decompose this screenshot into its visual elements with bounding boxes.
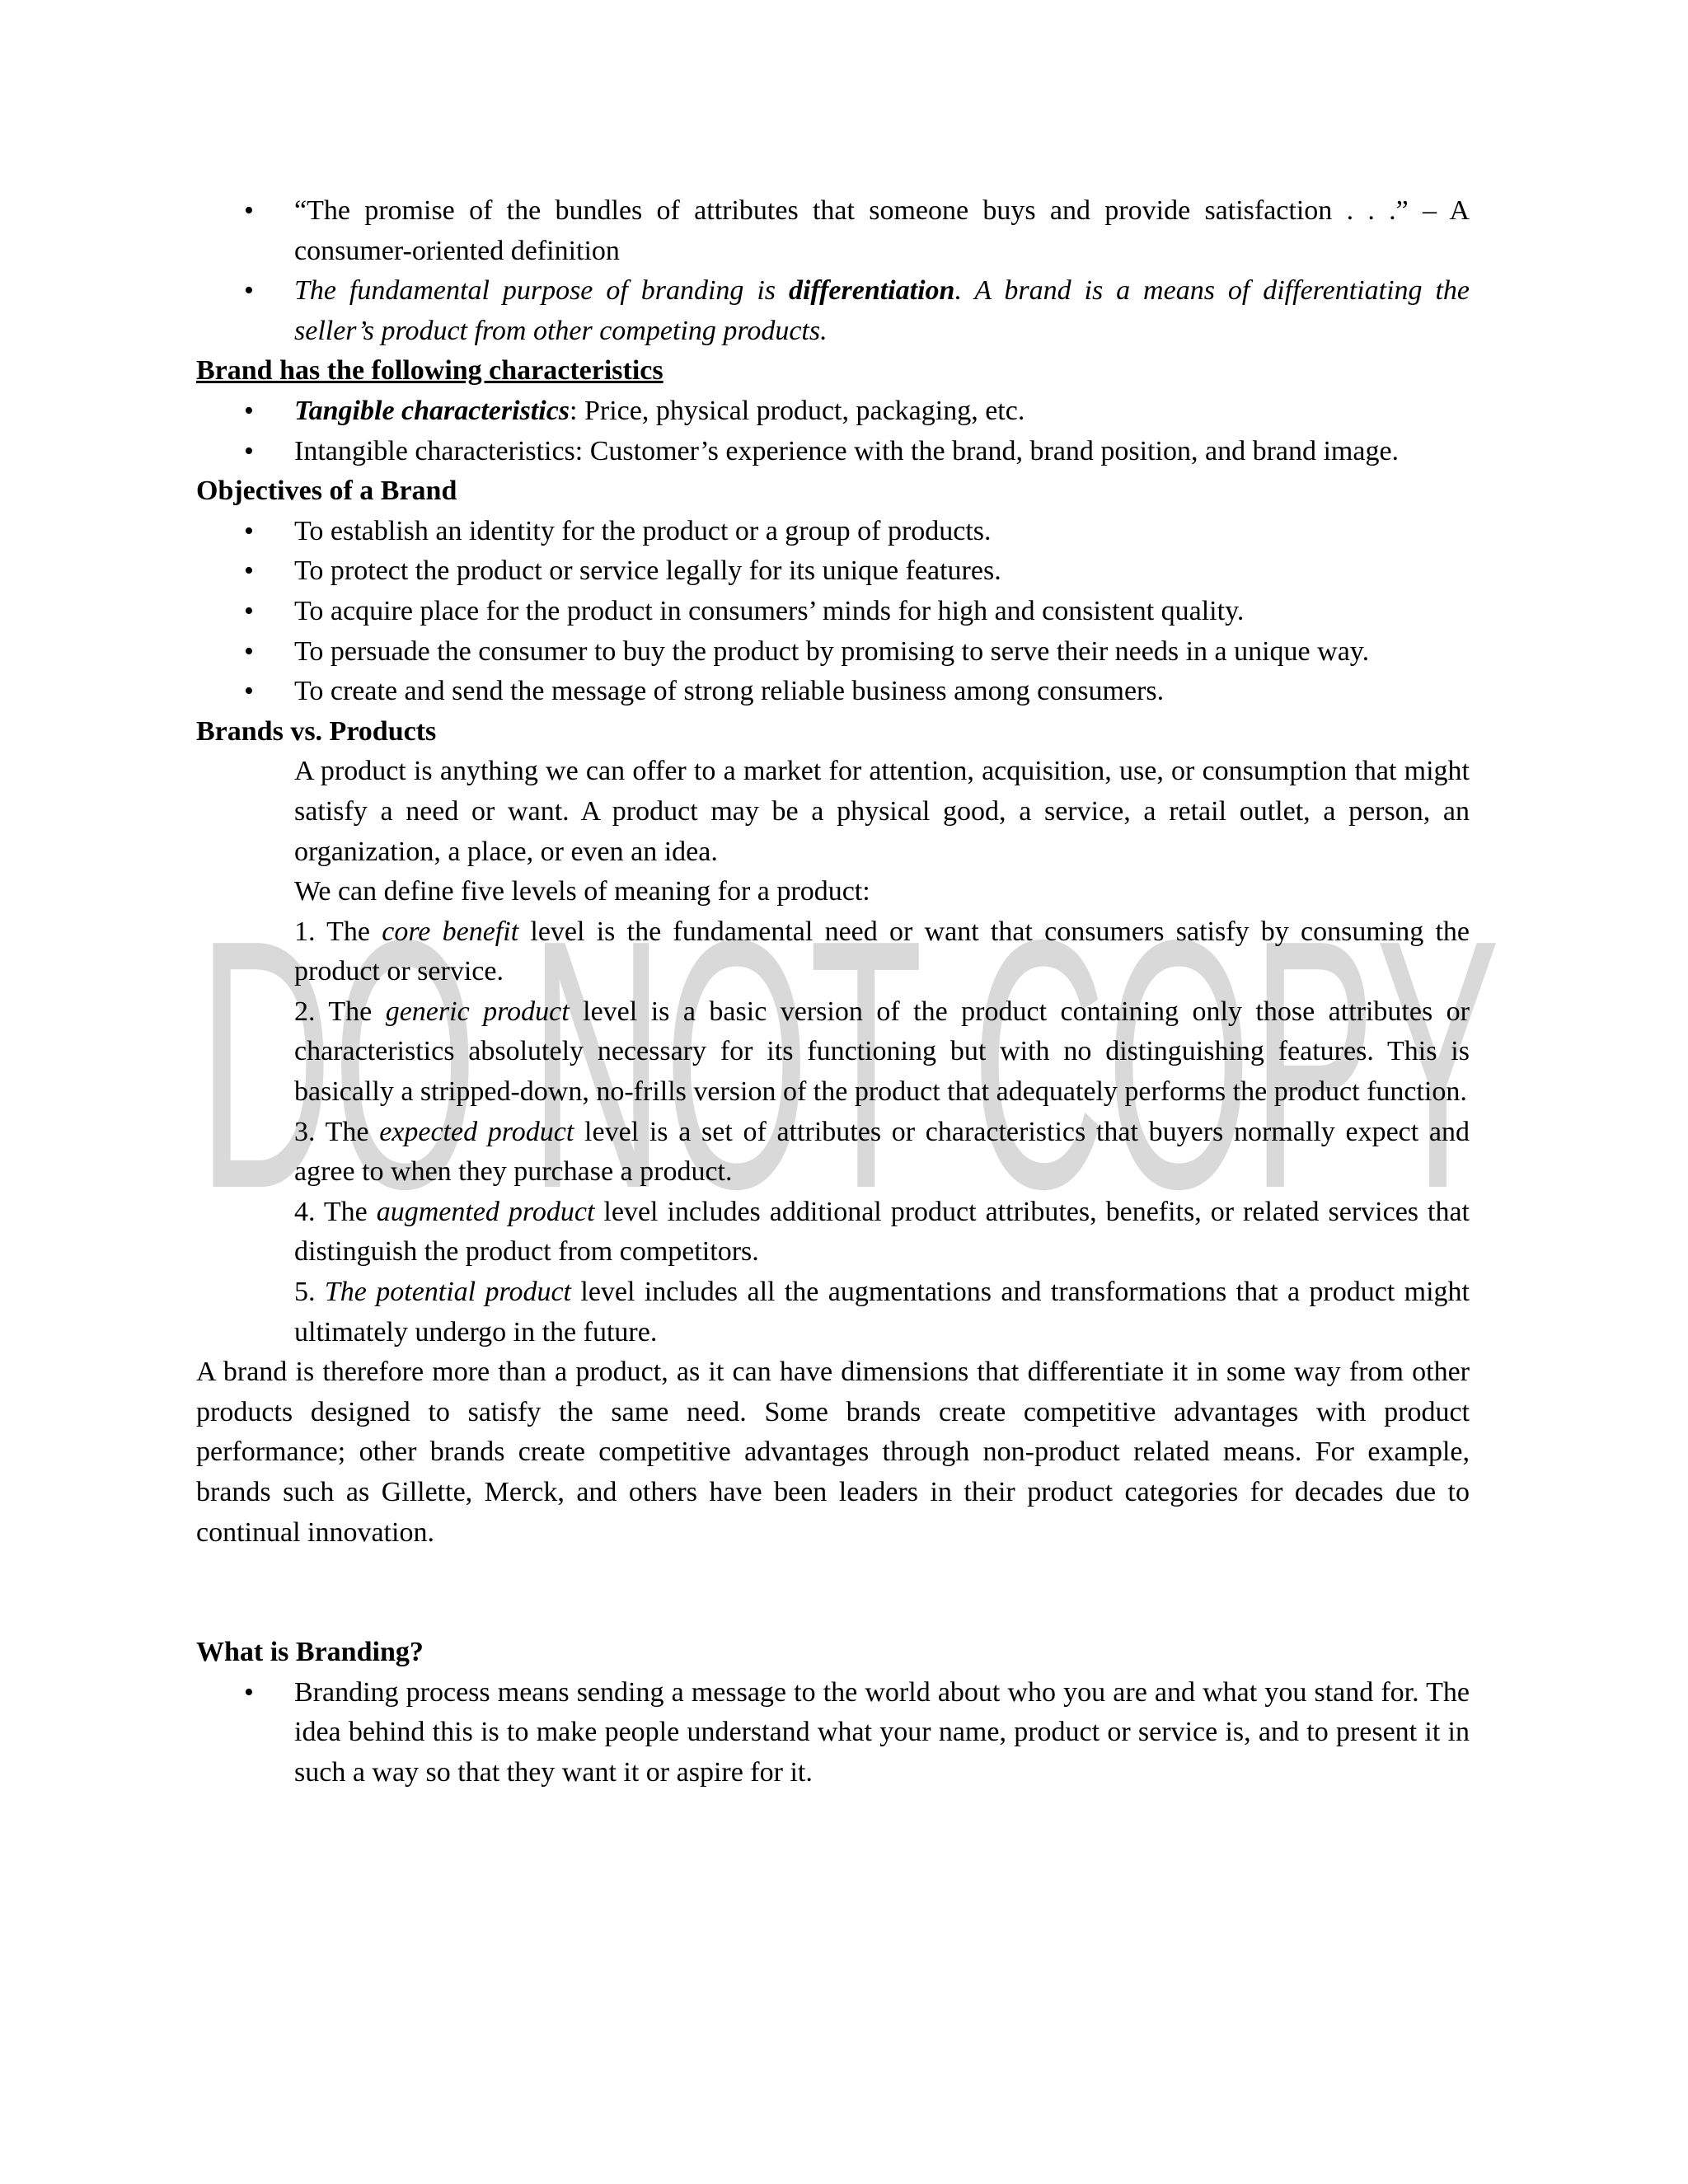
intangible-text: Intangible characteristics: Customer’s experience with the brand, brand position, and brand image. [294, 435, 1400, 466]
bullet-marker: • [244, 195, 254, 226]
product-level-item [294, 1272, 1470, 1352]
level-number: 5. [294, 1277, 325, 1308]
level-term: The potential product [324, 1277, 571, 1308]
level-description: level includes additional product attributes, benefits, or related services that distinguish the product from competitors. [294, 1196, 1470, 1268]
characteristics-heading: Brand has the following characteristics [196, 355, 663, 387]
level-number: 1. The [294, 916, 382, 947]
bullet-marker: • [244, 635, 254, 667]
list-item [196, 672, 1470, 712]
product-level-item [294, 1193, 1470, 1272]
purpose-text-start: The fundamental purpose of branding is [294, 275, 789, 307]
list-item [196, 632, 1470, 673]
watermark-text: DO NOT COPY [198, 882, 1500, 1212]
consumer-definition-text: “The promise of the bundles of attributes that someone buys and provide satisfaction . . .” – A consumer-oriented definition [294, 195, 1470, 266]
objective-text: To protect the product or service legally for its unique features. [294, 555, 1001, 587]
branding-purpose-text [294, 275, 1470, 346]
objective-text: To create and send the message of strong reliable business among consumers. [294, 676, 1165, 707]
bullet-marker: • [244, 595, 254, 626]
objective-text: To establish an identity for the product or a group of products. [294, 515, 992, 546]
branding-definition-text: Branding process means sending a message to the world about who you are and what you stand for. The idea behind this is to make people understand what your name, product or service is, and to present it in such a way so that they want it or aspire for it. [294, 1676, 1470, 1788]
document-page [196, 191, 1470, 1793]
brands-vs-products-heading: Brands vs. Products [196, 715, 437, 747]
bullet-marker: • [244, 676, 254, 707]
level-description: level is a basic version of the product containing only those attributes or characteristics absolutely necessary for its functioning but with no distinguishing features. This is basically a stripped-down, no-frills version of the product that adequately performs the product function. [294, 996, 1470, 1108]
objective-text: To acquire place for the product in consumers’ minds for high and consistent quality. [294, 595, 1245, 626]
level-description: level is the fundamental need or want that consumers satisfy by consuming the product or service. [294, 916, 1470, 987]
level-term: generic product [385, 996, 570, 1027]
bullet-marker: • [244, 275, 254, 307]
tangible-text: : Price, physical product, packaging, etc. [570, 395, 1025, 426]
level-term: augmented product [376, 1196, 595, 1227]
level-term: expected product [379, 1116, 574, 1147]
list-item [196, 432, 1470, 472]
list-item [196, 191, 1470, 271]
branding-list [196, 1673, 1470, 1793]
differentiation-term: differentiation [788, 275, 955, 307]
bullet-marker: • [244, 1676, 254, 1708]
section-spacer [196, 1553, 1470, 1633]
list-item [196, 391, 1470, 432]
branding-heading: What is Branding? [196, 1637, 424, 1668]
product-level-item [294, 1113, 1470, 1193]
bullet-marker: • [244, 515, 254, 546]
list-item [196, 551, 1470, 592]
brand-conclusion-paragraph: A brand is therefore more than a product, as it can have dimensions that differentiate it in some way from other products designed to satisfy the same need. Some brands create competitive advantages with product performance; other brands create competitive advantages through non-product related means. For example, brands such as Gillette, Merck, and others have been leaders in their product categories for decades due to continual innovation. [196, 1357, 1470, 1548]
level-number: 2. The [294, 996, 386, 1027]
brands-vs-products-body [196, 752, 1470, 1352]
levels-intro: We can define five levels of meaning for a product: [294, 876, 870, 907]
level-description: level includes all the augmentations and transformations that a product might ultimately undergo in the future. [294, 1277, 1470, 1347]
objectives-list [196, 512, 1470, 712]
level-description: level is a set of attributes or characteristics that buyers normally expect and agree to when they purchase a product. [294, 1116, 1470, 1188]
objective-text: To persuade the consumer to buy the product by promising to serve their needs in a unique way. [294, 635, 1370, 667]
list-item [196, 512, 1470, 552]
list-item [196, 592, 1470, 632]
product-level-item [294, 992, 1470, 1113]
product-level-item [294, 912, 1470, 992]
level-number: 4. The [294, 1196, 377, 1227]
bullet-marker: • [244, 435, 254, 466]
purpose-text-end: . A brand is a means of differentiating the seller’s product from other competing products. [294, 275, 1470, 346]
level-term: core benefit [382, 916, 519, 947]
objectives-heading: Objectives of a Brand [196, 476, 457, 507]
bullet-marker: • [244, 555, 254, 587]
intro-bullet-list [196, 191, 1470, 351]
list-item [196, 1673, 1470, 1793]
tangible-label: Tangible characteristics [294, 395, 570, 426]
bullet-marker: • [244, 395, 254, 426]
list-item [196, 271, 1470, 351]
level-number: 3. The [294, 1116, 380, 1147]
product-definition-paragraph: A product is anything we can offer to a market for attention, acquisition, use, or consumption that might satisfy a need or want. A product may be a physical good, a service, a retail outlet, a person, an organization, a place, or even an idea. [294, 756, 1470, 867]
characteristics-list [196, 391, 1470, 471]
